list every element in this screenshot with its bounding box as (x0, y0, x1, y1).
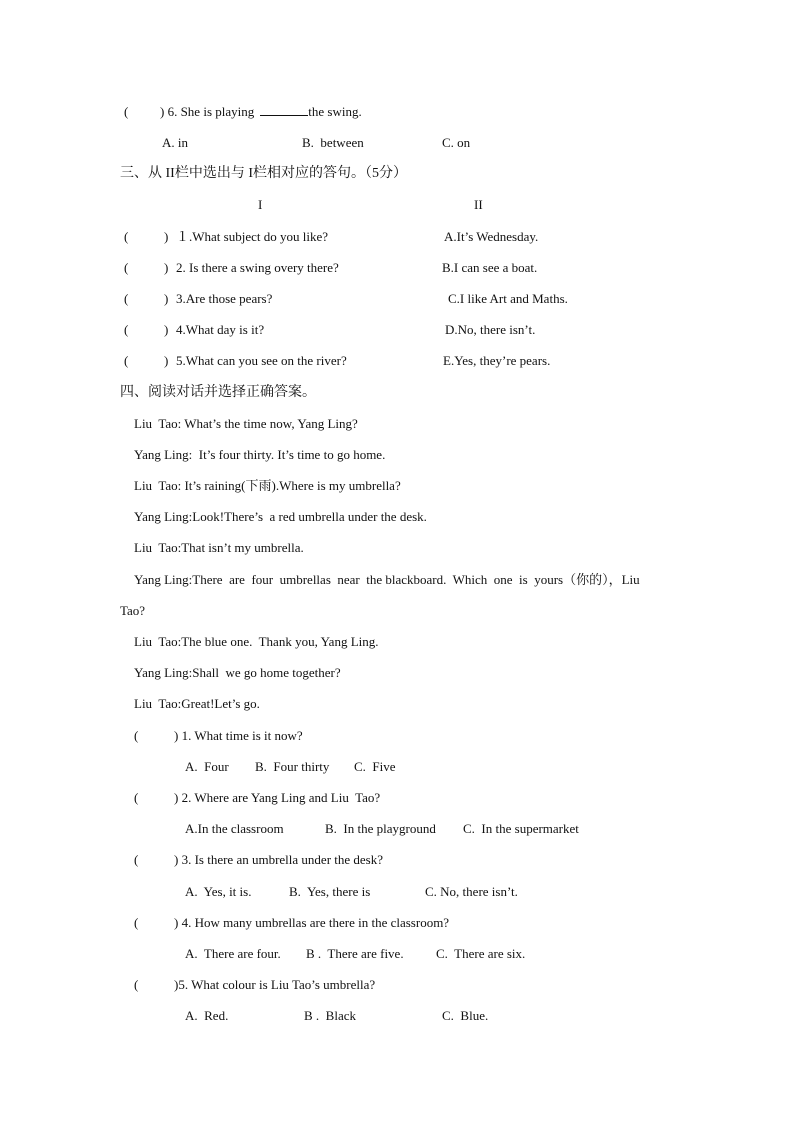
match-row4-paren-open: ( (124, 322, 129, 337)
rq3-option-a: A. Yes, it is. (185, 884, 252, 899)
rq2-question: ) 2. Where are Yang Ling and Liu Tao? (174, 790, 381, 805)
rq4-option-c: C. There are six. (436, 946, 526, 961)
rq3-option-c: C. No, there isn’t. (425, 884, 518, 899)
dialogue-line-5: Liu Tao:That isn’t my umbrella. (134, 540, 304, 555)
match-row3-paren-close: ) (164, 291, 169, 306)
q6-option-b: B. between (302, 135, 364, 150)
rq1-option-c: C. Five (354, 759, 396, 774)
section3-col2-header: II (474, 197, 483, 212)
match-row2-paren-close: ) (164, 260, 169, 275)
rq1-option-b: B. Four thirty (255, 759, 330, 774)
rq5-option-c: C. Blue. (442, 1008, 489, 1023)
dialogue-line-1: Liu Tao: What’s the time now, Yang Ling? (134, 416, 358, 431)
match-row1-paren-open: ( (124, 229, 129, 244)
q6-option-c: C. on (442, 135, 471, 150)
q6-after-blank: the swing. (308, 104, 362, 119)
rq5-option-b: B . Black (304, 1008, 356, 1023)
match-row4-answer: D.No, there isn’t. (445, 322, 536, 337)
match-row5-answer: E.Yes, they’re pears. (443, 353, 551, 368)
match-row3-question: 3.Are those pears? (176, 291, 273, 306)
match-row3-answer: C.I like Art and Maths. (448, 291, 568, 306)
rq1-question: ) 1. What time is it now? (174, 728, 303, 743)
rq3-question: ) 3. Is there an umbrella under the desk? (174, 852, 384, 867)
rq3-option-b: B. Yes, there is (289, 884, 371, 899)
rq2-option-b: B. In the playground (325, 821, 436, 836)
rq4-option-b: B . There are five. (306, 946, 404, 961)
q6-paren-open: ( (124, 104, 129, 119)
dialogue-line-8: Yang Ling:Shall we go home together? (134, 665, 341, 680)
section4-title: 四、阅读对话并选择正确答案。 (120, 385, 316, 400)
rq5-paren-open: ( (134, 977, 139, 992)
dialogue-line-9: Liu Tao:Great!Let’s go. (134, 696, 260, 711)
rq2-option-c: C. In the supermarket (463, 821, 579, 836)
dialogue-line-6-cont: Tao? (120, 603, 146, 618)
q6-question (160, 104, 362, 120)
rq2-paren-open: ( (134, 790, 139, 805)
dialogue-line-3: Liu Tao: It’s raining(下雨).Where is my umbrella? (134, 478, 401, 493)
rq1-paren-open: ( (134, 728, 139, 743)
match-row5-question: 5.What can you see on the river? (176, 353, 347, 368)
rq4-option-a: A. There are four. (185, 946, 281, 961)
rq4-question: ) 4. How many umbrellas are there in the classroom? (174, 915, 450, 930)
match-row4-paren-close: ) (164, 322, 169, 337)
match-row3-paren-open: ( (124, 291, 129, 306)
rq5-option-a: A. Red. (185, 1008, 229, 1023)
match-row2-question: 2. Is there a swing overy there? (176, 260, 339, 275)
match-row1-paren-close: ) (164, 229, 169, 244)
q6-answer-blank[interactable] (260, 104, 308, 116)
match-row2-paren-open: ( (124, 260, 129, 275)
q6-option-a: A. in (162, 135, 188, 150)
dialogue-line-4: Yang Ling:Look!There’s a red umbrella under the desk. (134, 509, 427, 524)
q6-question-text: ) 6. She is playing (160, 104, 255, 119)
match-row1-question: １.What subject do you like? (176, 229, 328, 244)
dialogue-line-7: Liu Tao:The blue one. Thank you, Yang Ling. (134, 634, 379, 649)
match-row5-paren-close: ) (164, 353, 169, 368)
rq3-paren-open: ( (134, 852, 139, 867)
dialogue-line-6: Yang Ling:There are four umbrellas near the blackboard. Which one is yours（你的），Liu (134, 572, 640, 587)
match-row5-paren-open: ( (124, 353, 129, 368)
rq1-option-a: A. Four (185, 759, 229, 774)
rq5-question: )5. What colour is Liu Tao’s umbrella? (174, 977, 376, 992)
match-row2-answer: B.I can see a boat. (442, 260, 538, 275)
match-row4-question: 4.What day is it? (176, 322, 265, 337)
section3-col1-header: I (258, 197, 263, 212)
section3-title: 三、从 II栏中选出与 I栏相对应的答句。（5分） (120, 166, 407, 181)
rq2-option-a: A.In the classroom (185, 821, 284, 836)
dialogue-line-2: Yang Ling: It’s four thirty. It’s time to go home. (134, 447, 386, 462)
match-row1-answer: A.It’s Wednesday. (444, 229, 539, 244)
rq4-paren-open: ( (134, 915, 139, 930)
